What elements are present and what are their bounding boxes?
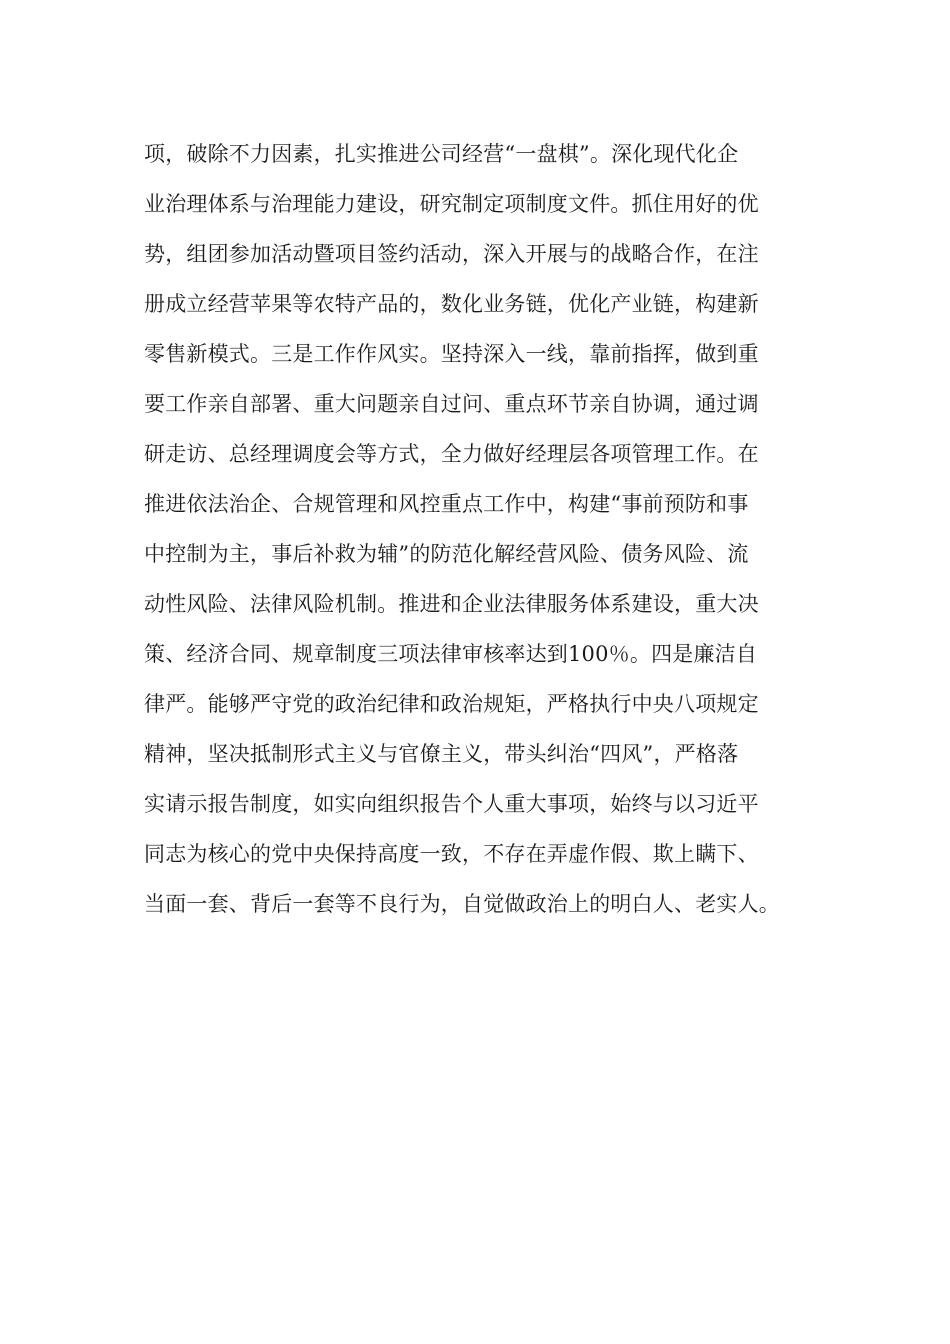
text-line: 册成立经营苹果等农特产品的，数化业务链，优化产业链，构建新 [144,292,759,316]
text-line: 实请示报告制度，如实向组织报告个人重大事项，始终与以习近平 [144,792,759,816]
text-line: 中控制为主，事后补救为辅”的防范化解经营风险、债务风险、流 [144,542,749,566]
text-line: 推进依法治企、合规管理和风控重点工作中，构建“事前预防和事 [144,492,749,516]
text-line: 项，破除不力因素，扎实推进公司经营“一盘棋”。深化现代化企 [144,142,739,166]
text-line: 势，组团参加活动暨项目签约活动，深入开展与的战略合作，在注 [144,242,759,266]
text-line: 业治理体系与治理能力建设，研究制定项制度文件。抓住用好的优 [144,192,759,216]
text-line: 零售新模式。三是工作作风实。坚持深入一线，靠前指挥，做到重 [144,342,759,366]
text-line: 同志为核心的党中央保持高度一致，不存在弄虚作假、欺上瞒下、 [144,842,759,866]
text-line: 律严。能够严守党的政治纪律和政治规矩，严格执行中央八项规定 [144,692,759,716]
text-line: 策、经济合同、规章制度三项法律审核率达到100％。四是廉洁自 [144,642,758,666]
text-line: 当面一套、背后一套等不良行为，自觉做政治上的明白人、老实人。 [144,892,780,916]
text-line: 精神，坚决抵制形式主义与官僚主义，带头纠治“四风”，严格落 [144,742,739,766]
body-paragraph [144,129,844,929]
text-line: 研走访、总经理调度会等方式，全力做好经理层各项管理工作。在 [144,442,759,466]
text-line: 要工作亲自部署、重大问题亲自过问、重点环节亲自协调，通过调 [144,392,759,416]
text-line: 动性风险、法律风险机制。推进和企业法律服务体系建设，重大决 [144,592,759,616]
